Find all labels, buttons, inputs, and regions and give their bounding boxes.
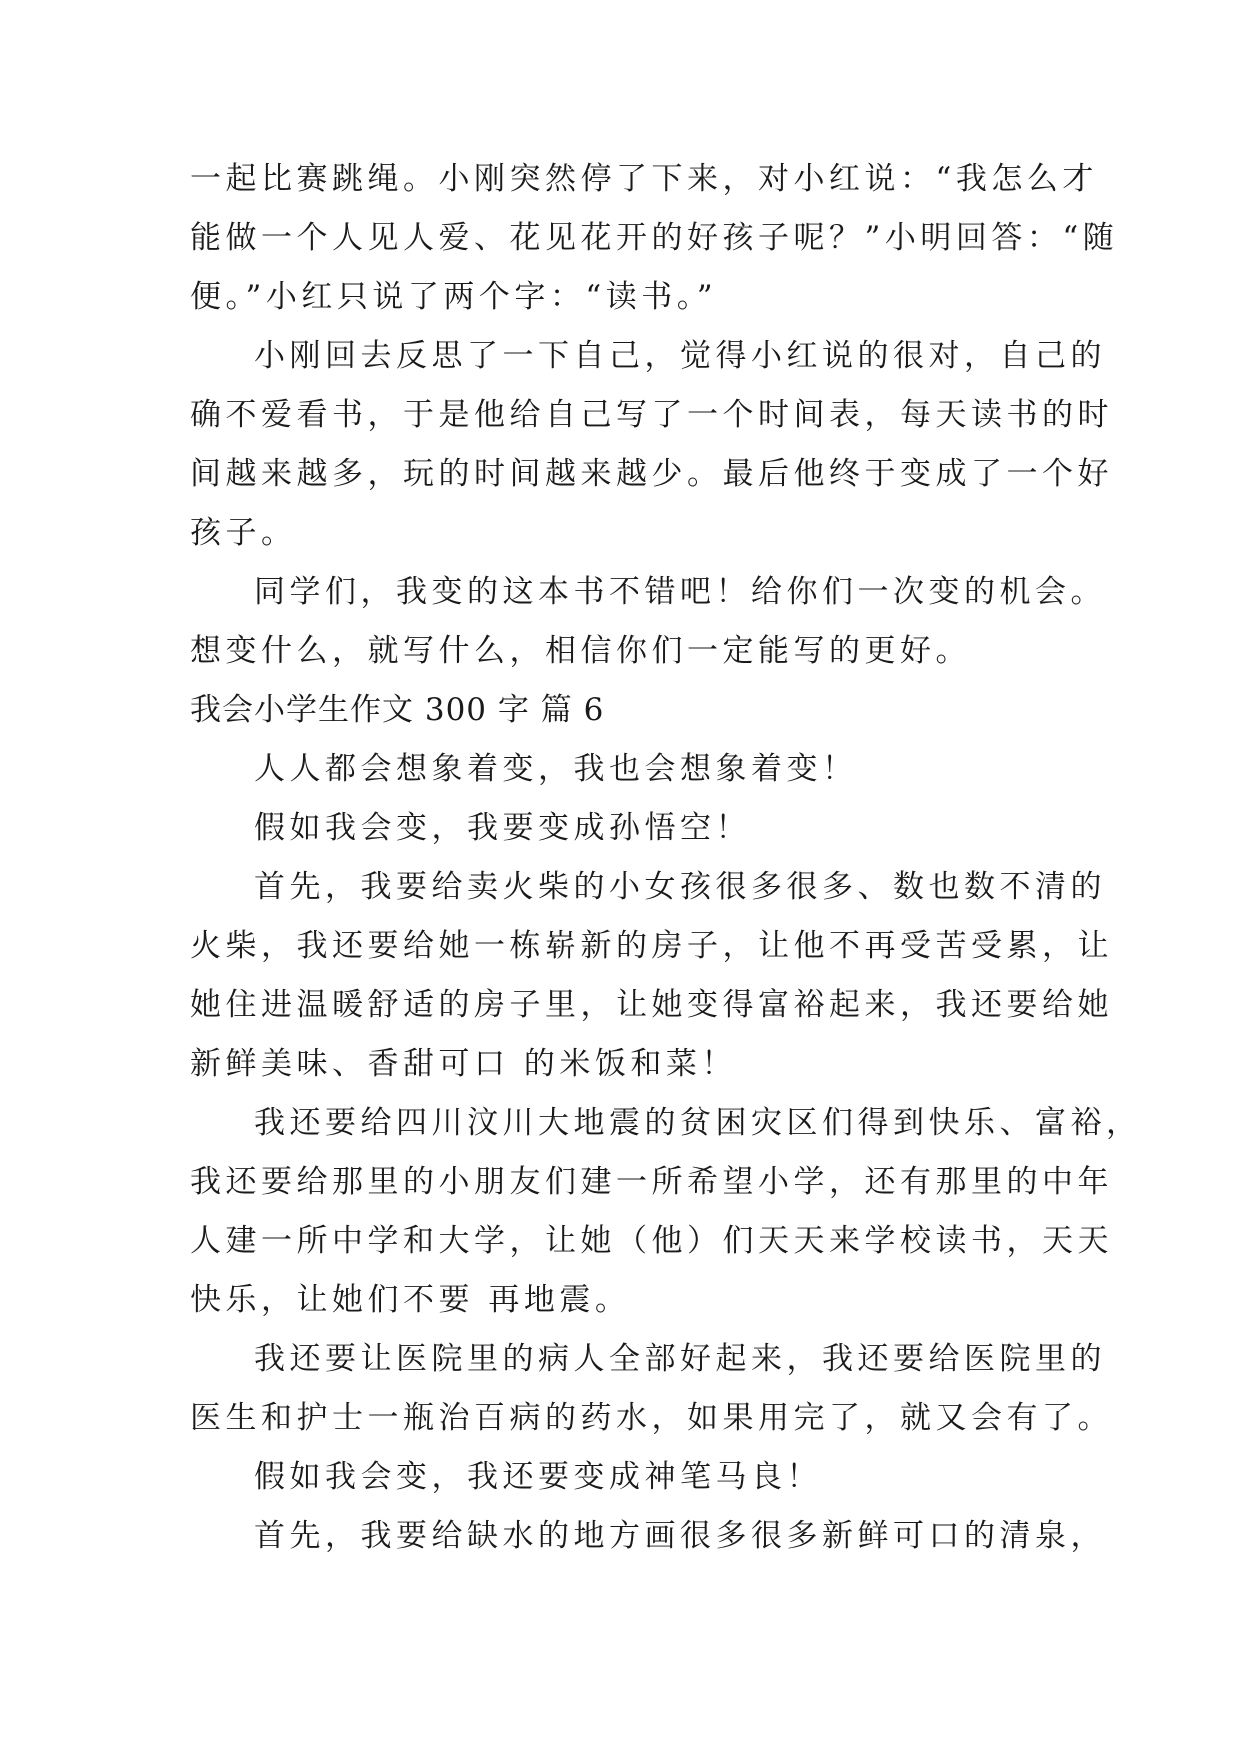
text-line: 快乐，让她们不要 再地震。 xyxy=(190,1282,631,1318)
text-line: 医生和护士一瓶治百病的药水，如果用完了，就又会有了。 xyxy=(190,1400,1113,1436)
text-line: 火柴，我还要给她一栋崭新的房子，让他不再受苦受累，让 xyxy=(190,928,1113,964)
paragraph-first-line: 假如我会变，我还要变成神笔马良！ xyxy=(254,1459,822,1495)
paragraph-first-line: 小刚回去反思了一下自己，觉得小红说的很对，自己的 xyxy=(254,338,1106,374)
document-body xyxy=(190,150,1142,1566)
paragraph-first-line: 我还要让医院里的病人全部好起来，我还要给医院里的 xyxy=(254,1341,1106,1377)
text-line: 能做一个人见人爱、花见花开的好孩子呢？”小明回答：“随 xyxy=(190,220,1119,256)
paragraph-first-line: 首先，我要给卖火柴的小女孩很多很多、数也数不清的 xyxy=(254,869,1106,905)
paragraph-first-line: 同学们，我变的这本书不错吧！给你们一次变的机会。 xyxy=(254,574,1106,610)
paragraph-first-line: 人人都会想象着变，我也会想象着变！ xyxy=(254,751,858,787)
section-heading: 我会小学生作文 300 字 篇 6 xyxy=(190,692,605,728)
text-line: 一起比赛跳绳。小刚突然停了下来，对小红说：“我怎么才 xyxy=(190,161,1098,197)
paragraph-first-line: 我还要给四川汶川大地震的贫困灾区们得到快乐、富裕， xyxy=(254,1105,1142,1141)
paragraph-first-line: 假如我会变，我要变成孙悟空！ xyxy=(254,810,751,846)
paragraph-first-line: 首先，我要给缺水的地方画很多很多新鲜可口的清泉， xyxy=(254,1518,1106,1554)
text-line: 便。”小红只说了两个字：“读书。” xyxy=(190,279,718,315)
text-line: 新鲜美味、香甜可口 的米饭和菜！ xyxy=(190,1046,737,1082)
text-line: 她住进温暖舒适的房子里，让她变得富裕起来，我还要给她 xyxy=(190,987,1113,1023)
text-line: 我还要给那里的小朋友们建一所希望小学，还有那里的中年 xyxy=(190,1164,1113,1200)
text-line: 孩子。 xyxy=(190,515,297,551)
text-line: 确不爱看书，于是他给自己写了一个时间表，每天读书的时 xyxy=(190,397,1113,433)
text-line: 想变什么，就写什么，相信你们一定能写的更好。 xyxy=(190,633,971,669)
text-line: 间越来越多，玩的时间越来越少。最后他终于变成了一个好 xyxy=(190,456,1113,492)
text-line: 人建一所中学和大学，让她（他）们天天来学校读书，天天 xyxy=(190,1223,1113,1259)
